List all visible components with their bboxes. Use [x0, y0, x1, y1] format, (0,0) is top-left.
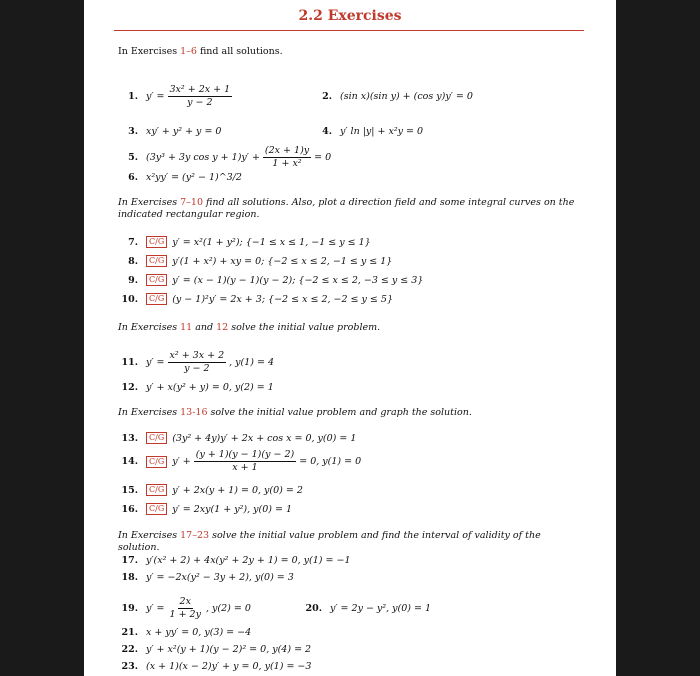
exercise-1: 1. y′ = $\frac{\text{3x² + 2x + 1}}{y - 2}$: [128, 84, 231, 108]
exercise-10: 10. C/G (y − 1)²y′ = 2x + 3; {−2 ≤ x ≤ 2, −2 ≤ y ≤ 5}: [121, 293, 393, 305]
intro-1-6: In Exercises 1–6 find all solutions.: [118, 46, 283, 57]
exercise-16: 16. C/G y′ = 2xy(1 + y²), y(0) = 1: [121, 503, 293, 515]
intro-11-12: In Exercises 11 and 12 solve the initial value problem.: [118, 322, 381, 333]
exercise-13: 13. C/G (3y² + 4y)y′ + 2x + cos x = 0, y(0) = 1: [121, 432, 357, 444]
exercise-21: 21. x + yy′ = 0, y(3) = −4: [121, 627, 252, 638]
exercise-4: 4. y′ ln |y| + x²y = 0: [322, 126, 424, 137]
exercise-11: 11. y′ = $\frac{\text{x² + 3x + 2}}{y - 2}$ , y(1) = 4: [121, 350, 275, 374]
exercise-9: 9. C/G y′ = (x − 1)(y − 1)(y − 2); {−2 ≤ x ≤ 2, −3 ≤ y ≤ 3}: [128, 274, 424, 286]
cg-badge: C/G: [146, 255, 167, 267]
exercise-3: 3. xy′ + y² + y = 0: [128, 126, 222, 137]
exercise-18: 18. y′ = −2x(y² − 3y + 2), y(0) = 3: [121, 572, 294, 583]
cg-badge: C/G: [146, 236, 167, 248]
exercise-8: 8. C/G y′(1 + x²) + xy = 0; {−2 ≤ x ≤ 2, −1 ≤ y ≤ 1}: [128, 255, 393, 267]
exercise-19: 19. y′ = $\frac{2x}{1 + 2y}$ , y(2) = 0: [121, 596, 251, 620]
cg-badge: C/G: [146, 503, 167, 515]
exercise-2: 2. (sin x)(sin y) + (cos y)y′ = 0: [322, 91, 473, 102]
exercise-20: 20. y′ = 2y − y², y(0) = 1: [305, 603, 432, 614]
exercise-23: 23. (x + 1)(x − 2)y′ + y = 0, y(1) = −3: [121, 661, 312, 672]
cg-badge: C/G: [146, 274, 167, 286]
title-rule: [114, 30, 584, 31]
cg-badge: C/G: [146, 456, 167, 468]
section-title: 2.2 Exercises: [298, 8, 402, 24]
exercise-14: 14. C/G y′ + $\frac{(y + 1)(y - 1)(y - 2)}{x + 1}$ = 0, y(1) = 0: [121, 449, 362, 473]
intro-13-16: In Exercises 13-16 solve the initial value problem and graph the solution.: [118, 407, 472, 418]
exercise-17: 17. y′(x² + 2) + 4x(y² + 2y + 1) = 0, y(1) = −1: [121, 555, 351, 566]
exercise-6: 6. x²yy′ = (y² − 1)^3/2: [128, 172, 242, 183]
cg-badge: C/G: [146, 432, 167, 444]
exercise-15: 15. C/G y′ + 2x(y + 1) = 0, y(0) = 2: [121, 484, 303, 496]
document-page: [84, 0, 616, 676]
intro-17-23: In Exercises 17–23 solve the initial value problem and find the interval of validity of the solution.: [118, 530, 541, 553]
exercise-7: 7. C/G y′ = x²(1 + y²); {−1 ≤ x ≤ 1, −1 ≤ y ≤ 1}: [128, 236, 371, 248]
cg-badge: C/G: [146, 484, 167, 496]
intro-7-10: In Exercises 7–10 find all solutions. Also, plot a direction field and some integral curves on the indicated rectangular region.: [118, 197, 575, 220]
cg-badge: C/G: [146, 293, 167, 305]
exercise-5: 5. (3y³ + 3y cos y + 1)y′ + $\frac{(2x + 1)y}{\text{1 + x²}}$ = 0: [128, 145, 332, 169]
exercise-22: 22. y′ + x²(y + 1)(y − 2)² = 0, y(4) = 2: [121, 644, 312, 655]
exercise-12: 12. y′ + x(y² + y) = 0, y(2) = 1: [121, 382, 274, 393]
